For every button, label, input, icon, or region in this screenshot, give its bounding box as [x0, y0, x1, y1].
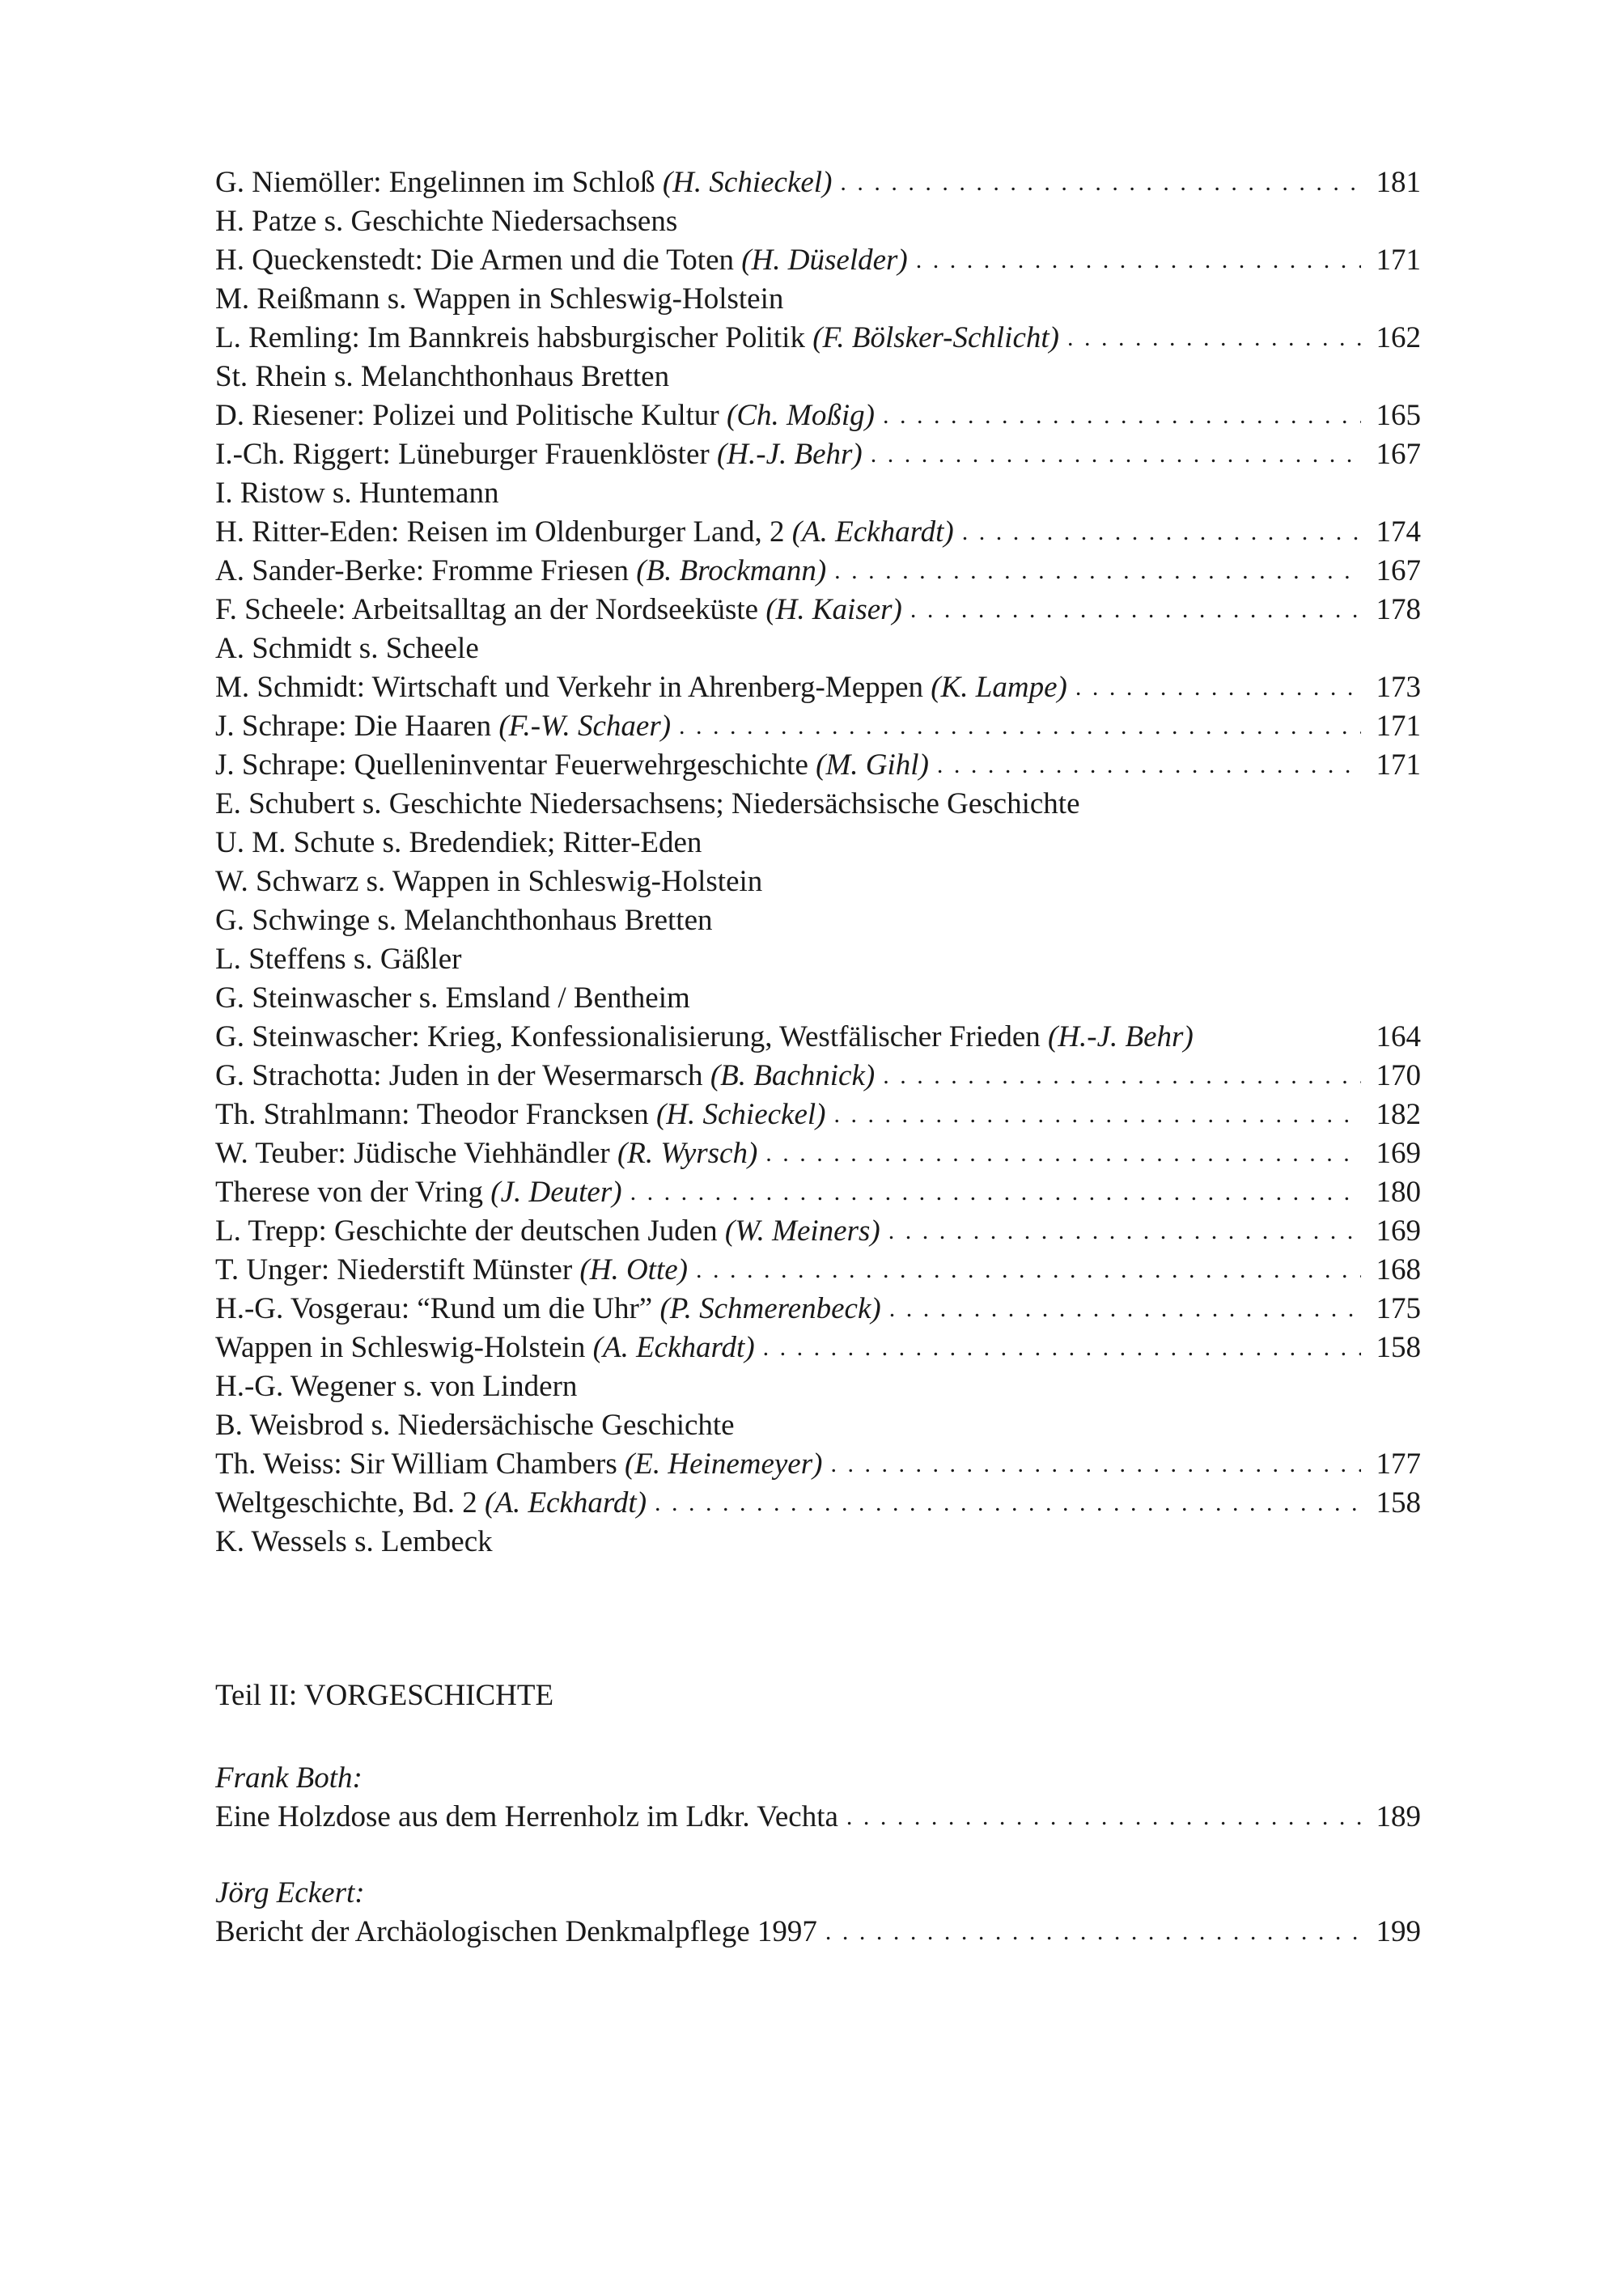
article-author: Jörg Eckert: [215, 1876, 365, 1909]
entry-title: F. Scheele: Arbeitsalltag an der Nordseeküste [215, 593, 759, 626]
section-title: Teil II: VORGESCHICHTE [215, 1679, 554, 1712]
leader-dots [916, 241, 1361, 280]
entry-text [215, 1290, 881, 1329]
leader-dots [825, 1913, 1361, 1952]
leader-dots [765, 1134, 1361, 1173]
entry-text [215, 1367, 577, 1406]
leader-dots [630, 1173, 1361, 1212]
entry-reviewer: (A. Eckhardt) [592, 1331, 755, 1364]
index-entry [215, 1329, 1421, 1367]
entry-reviewer: (F. Bölsker-Schlicht) [812, 321, 1059, 354]
leader-dots [679, 707, 1361, 746]
page-number: 158 [1376, 1486, 1421, 1519]
entry-reviewer: (H. Schieckel) [655, 1098, 826, 1131]
page-number: 182 [1376, 1098, 1421, 1131]
page-number: 167 [1376, 438, 1421, 471]
leader-dots [846, 1798, 1361, 1837]
index-entry [215, 1096, 1421, 1134]
entry-text [215, 1057, 875, 1096]
article-row [215, 1798, 1421, 1837]
index-entry [215, 1523, 1421, 1562]
entry-text [215, 474, 498, 513]
entry-text [215, 1018, 1194, 1057]
page-number: 162 [1376, 321, 1421, 354]
entry-text [215, 940, 462, 979]
index-entry [215, 1290, 1421, 1329]
entry-title: H.-G. Vosgerau: “Rund um die Uhr” [215, 1292, 653, 1325]
page-number: 178 [1376, 593, 1421, 626]
entry-title: U. M. Schute s. Bredendiek; Ritter-Eden [215, 826, 702, 859]
page-number: 177 [1376, 1447, 1421, 1481]
entry-title: G. Schwinge s. Melanchthonhaus Bretten [215, 904, 713, 937]
entry-title: I.-Ch. Riggert: Lüneburger Frauenklöster [215, 438, 710, 471]
entry-text [215, 979, 690, 1018]
entry-title: G. Niemöller: Engelinnen im Schloß [215, 166, 655, 199]
entry-reviewer: (W. Meiners) [724, 1214, 880, 1248]
entry-text [215, 1329, 755, 1367]
entry-text [215, 785, 1080, 824]
entry-text [215, 552, 826, 591]
entry-text [215, 513, 954, 552]
index-entry [215, 785, 1421, 824]
entry-text [215, 1523, 493, 1562]
page-number: 164 [1376, 1020, 1421, 1053]
entry-text [215, 319, 1059, 358]
entry-reviewer: (B. Bachnick) [710, 1059, 876, 1092]
leader-dots [888, 1212, 1361, 1251]
index-entry [215, 940, 1421, 979]
leader-dots [763, 1329, 1361, 1367]
leader-dots [696, 1251, 1361, 1290]
index-entry [215, 1057, 1421, 1096]
entry-text [215, 707, 671, 746]
entry-title: Therese von der Vring [215, 1176, 484, 1209]
entry-text [215, 163, 832, 202]
entry-text [215, 629, 479, 668]
index-entry [215, 280, 1421, 319]
entry-title: G. Steinwascher: Krieg, Konfessionalisierung, Westfälischer Frieden [215, 1020, 1041, 1053]
leader-dots [871, 435, 1361, 474]
article-row [215, 1913, 1421, 1952]
index-entry [215, 901, 1421, 940]
entry-title: J. Schrape: Die Haaren [215, 710, 492, 743]
entry-title: H. Patze s. Geschichte Niedersachsens [215, 205, 678, 238]
index-entry [215, 668, 1421, 707]
page-number: 174 [1376, 515, 1421, 549]
index-entry [215, 746, 1421, 785]
index-entry [215, 552, 1421, 591]
entry-text [215, 901, 713, 940]
page-number: 199 [1376, 1915, 1421, 1948]
entry-title: H. Queckenstedt: Die Armen und die Toten [215, 244, 734, 277]
leader-dots [962, 513, 1361, 552]
page-number: 175 [1376, 1292, 1421, 1325]
page-number: 189 [1376, 1800, 1421, 1833]
spacer [1194, 1018, 1367, 1057]
entry-title: G. Steinwascher s. Emsland / Bentheim [215, 981, 690, 1015]
entry-text [215, 1212, 880, 1251]
index-entry [215, 1406, 1421, 1445]
entry-text [215, 591, 902, 629]
index-entry [215, 629, 1421, 668]
page-number: 173 [1376, 671, 1421, 704]
entry-reviewer: (E. Heinemeyer) [624, 1447, 823, 1481]
page-number: 171 [1376, 748, 1421, 782]
index-entry [215, 1445, 1421, 1484]
entry-reviewer: (A. Eckhardt) [791, 515, 954, 549]
entry-title: Weltgeschichte, Bd. 2 [215, 1486, 477, 1519]
index-entry [215, 824, 1421, 863]
article-title: Bericht der Archäologischen Denkmalpflege 1997 [215, 1915, 817, 1948]
index-entry [215, 202, 1421, 241]
entry-reviewer: (H.-J. Behr) [1048, 1020, 1194, 1053]
entry-title: L. Trepp: Geschichte der deutschen Juden [215, 1214, 718, 1248]
index-entry [215, 241, 1421, 280]
entry-reviewer: (P. Schmerenbeck) [659, 1292, 881, 1325]
index-entry [215, 979, 1421, 1018]
entry-text [215, 396, 875, 435]
entry-text [215, 1096, 826, 1134]
entry-reviewer: (H. Kaiser) [765, 593, 902, 626]
entry-text [215, 435, 863, 474]
page-number: 181 [1376, 166, 1421, 199]
leader-dots [883, 1057, 1361, 1096]
entry-reviewer: (M. Gihl) [816, 748, 929, 782]
entry-title: H. Ritter-Eden: Reisen im Oldenburger Land, 2 [215, 515, 785, 549]
entry-title: K. Wessels s. Lembeck [215, 1525, 493, 1558]
index-entry [215, 163, 1421, 202]
entry-title: St. Rhein s. Melanchthonhaus Bretten [215, 360, 670, 393]
entry-title: W. Teuber: Jüdische Viehhändler [215, 1137, 610, 1170]
leader-dots [883, 396, 1361, 435]
article-author: Frank Both: [215, 1761, 363, 1795]
index-entry [215, 1173, 1421, 1212]
entry-reviewer: (J. Deuter) [490, 1176, 622, 1209]
index-entry [215, 1134, 1421, 1173]
index-entry [215, 396, 1421, 435]
index-entry [215, 319, 1421, 358]
leader-dots [834, 1096, 1361, 1134]
entry-text [215, 1484, 647, 1523]
index-entry [215, 707, 1421, 746]
page-number: 171 [1376, 244, 1421, 277]
entry-text [215, 1445, 822, 1484]
leader-dots [910, 591, 1361, 629]
page-number: 158 [1376, 1331, 1421, 1364]
entry-reviewer: (H.-J. Behr) [716, 438, 863, 471]
page-number: 171 [1376, 710, 1421, 743]
entry-text [215, 202, 677, 241]
entry-reviewer: (H. Düselder) [741, 244, 908, 277]
article-entry [215, 1874, 1421, 1952]
entry-reviewer: (F.-W. Schaer) [498, 710, 672, 743]
leader-dots [1075, 668, 1361, 707]
entry-title: D. Riesener: Polizei und Politische Kultur [215, 399, 719, 432]
entry-title: A. Schmidt s. Scheele [215, 632, 479, 665]
leader-dots [889, 1290, 1361, 1329]
index-entry [215, 1212, 1421, 1251]
index-entry [215, 474, 1421, 513]
page-number: 169 [1376, 1214, 1421, 1248]
entry-title: Wappen in Schleswig-Holstein [215, 1331, 586, 1364]
entry-title: M. Reißmann s. Wappen in Schleswig-Holstein [215, 282, 784, 316]
entry-text [215, 863, 762, 901]
leader-dots [830, 1445, 1361, 1484]
review-index-list [215, 163, 1421, 1562]
entry-text [215, 1406, 735, 1445]
entry-reviewer: (A. Eckhardt) [485, 1486, 647, 1519]
page-number: 168 [1376, 1253, 1421, 1286]
entry-text [215, 668, 1067, 707]
leader-dots [834, 552, 1361, 591]
entry-title: A. Sander-Berke: Fromme Friesen [215, 554, 629, 587]
entry-title: Th. Strahlmann: Theodor Francksen [215, 1098, 649, 1131]
index-entry [215, 1367, 1421, 1406]
entry-text [215, 824, 702, 863]
leader-dots [655, 1484, 1361, 1523]
entry-title: G. Strachotta: Juden in der Wesermarsch [215, 1059, 703, 1092]
index-entry [215, 1018, 1421, 1057]
entry-title: M. Schmidt: Wirtschaft und Verkehr in Ahrenberg-Meppen [215, 671, 924, 704]
leader-dots [1067, 319, 1361, 358]
page-number: 165 [1376, 399, 1421, 432]
article-title: Eine Holzdose aus dem Herrenholz im Ldkr. Vechta [215, 1800, 838, 1833]
entry-title: L. Steffens s. Gäßler [215, 943, 462, 976]
entry-text [215, 1173, 622, 1212]
entry-title: W. Schwarz s. Wappen in Schleswig-Holstein [215, 865, 763, 898]
index-entry [215, 358, 1421, 396]
entry-text [215, 1134, 757, 1173]
article-entry [215, 1759, 1421, 1837]
entry-title: I. Ristow s. Huntemann [215, 477, 499, 510]
index-entry [215, 513, 1421, 552]
entry-title: Th. Weiss: Sir William Chambers [215, 1447, 617, 1481]
leader-dots [840, 163, 1361, 202]
entry-reviewer: (H. Otte) [579, 1253, 688, 1286]
entry-text [215, 241, 908, 280]
entry-title: E. Schubert s. Geschichte Niedersachsens; Niedersächsische Geschichte [215, 787, 1080, 820]
entry-text [215, 358, 669, 396]
index-entry [215, 1484, 1421, 1523]
page-number: 170 [1376, 1059, 1421, 1092]
entry-reviewer: (R. Wyrsch) [617, 1137, 758, 1170]
page-number: 180 [1376, 1176, 1421, 1209]
page-number: 167 [1376, 554, 1421, 587]
index-entry [215, 1251, 1421, 1290]
leader-dots [937, 746, 1361, 785]
entry-reviewer: (H. Schieckel) [662, 166, 833, 199]
entry-text [215, 1251, 688, 1290]
entry-title: L. Remling: Im Bannkreis habsburgischer Politik [215, 321, 805, 354]
entry-title: B. Weisbrod s. Niedersächische Geschichte [215, 1409, 735, 1442]
index-entry [215, 591, 1421, 629]
entry-title: H.-G. Wegener s. von Lindern [215, 1370, 578, 1403]
entry-text [215, 746, 929, 785]
page-number: 169 [1376, 1137, 1421, 1170]
entry-reviewer: (K. Lampe) [931, 671, 1067, 704]
entry-reviewer: (Ch. Moßig) [727, 399, 875, 432]
entry-reviewer: (B. Brockmann) [636, 554, 827, 587]
entry-title: J. Schrape: Quelleninventar Feuerwehrgeschichte [215, 748, 808, 782]
index-entry [215, 435, 1421, 474]
entry-title: T. Unger: Niederstift Münster [215, 1253, 573, 1286]
entry-text [215, 280, 783, 319]
index-entry [215, 863, 1421, 901]
